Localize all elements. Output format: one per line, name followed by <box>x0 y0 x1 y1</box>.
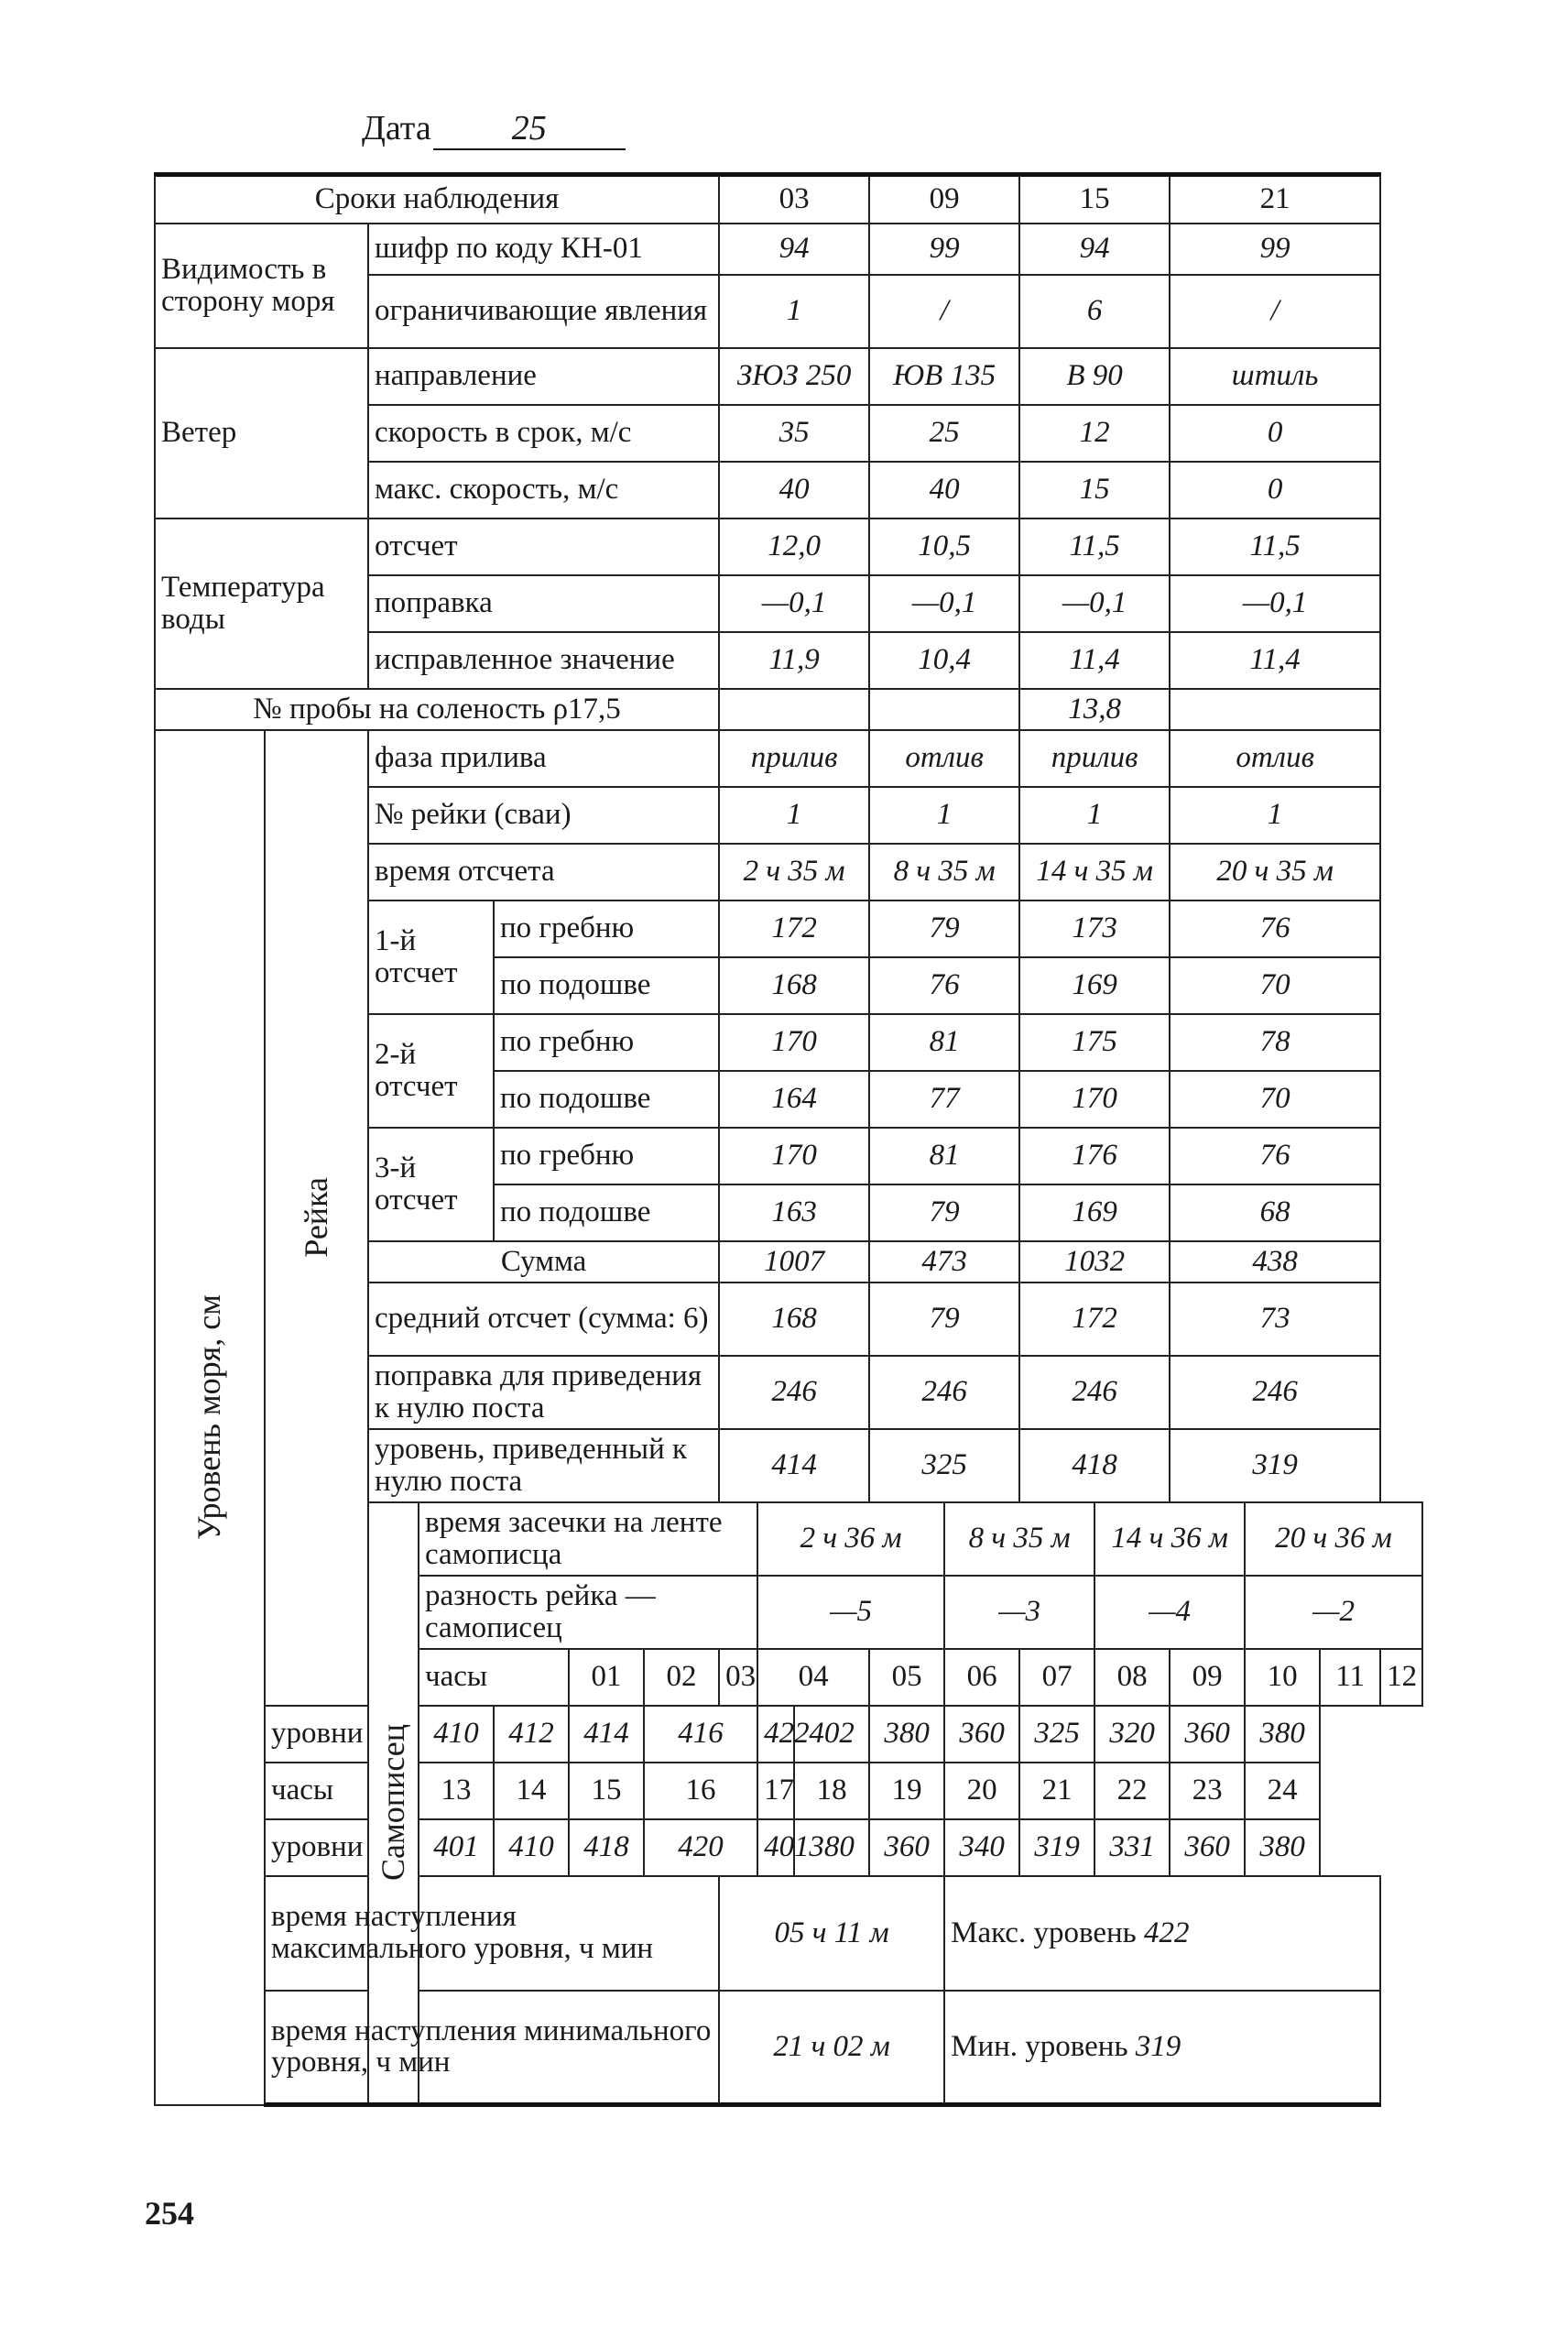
hourly-hour: 06 <box>944 1649 1019 1706</box>
value-cell: 11,4 <box>1170 632 1380 689</box>
row-label: направление <box>368 348 719 405</box>
value-cell: 1 <box>719 275 869 348</box>
extreme-level-cell <box>944 1991 1380 2105</box>
value-cell: 1007 <box>719 1241 869 1283</box>
staff-vertical-label: Рейка <box>297 1177 334 1258</box>
extreme-time-label: время наступления минимального уровня, ч мин <box>265 1991 719 2105</box>
value-cell: —2 <box>1245 1576 1422 1649</box>
hourly-hour: 15 <box>569 1763 644 1819</box>
value-cell: 20 ч 35 м <box>1170 844 1380 901</box>
extreme-time-value: 21 ч 02 м <box>719 1991 944 2105</box>
value-cell: 11,4 <box>1019 632 1170 689</box>
value-cell: 175 <box>1019 1014 1170 1071</box>
value-cell: 1 <box>869 787 1019 844</box>
hourly-hour: 11 <box>1320 1649 1380 1706</box>
value-cell: 169 <box>1019 1184 1170 1241</box>
extreme-level-cell <box>944 1876 1380 1991</box>
value-cell: 168 <box>719 957 869 1014</box>
value-cell: 173 <box>1019 901 1170 957</box>
row-label: отсчет <box>368 518 719 575</box>
value-cell: 14 ч 36 м <box>1094 1502 1245 1576</box>
value-cell: отлив <box>1170 730 1380 787</box>
hourly-hour: 03 <box>719 1649 757 1706</box>
group-label-visibility: Видимость в сторону моря <box>155 224 368 348</box>
hourly-row-label: часы <box>419 1649 569 1706</box>
group-label-wind: Ветер <box>155 348 368 518</box>
table-row <box>155 1876 1422 1991</box>
header-time: 09 <box>869 175 1019 224</box>
hourly-hour: 01 <box>569 1649 644 1706</box>
row-label: время отсчета <box>368 844 719 901</box>
value-cell: 0 <box>1170 462 1380 518</box>
value-cell: 40 <box>869 462 1019 518</box>
value-cell: 77 <box>869 1071 1019 1128</box>
row-label: поправка <box>368 575 719 632</box>
row-label: исправленное значение <box>368 632 719 689</box>
value-cell: 68 <box>1170 1184 1380 1241</box>
value-cell: 11,9 <box>719 632 869 689</box>
value-cell: —0,1 <box>869 575 1019 632</box>
value-cell: / <box>1170 275 1380 348</box>
row-label: разность рейка — самописец <box>419 1576 757 1649</box>
extreme-level-value: 422 <box>1143 1916 1190 1949</box>
hourly-level: 360 <box>1170 1819 1245 1876</box>
value-cell: 76 <box>1170 1128 1380 1184</box>
header-time: 15 <box>1019 175 1170 224</box>
value-cell: 35 <box>719 405 869 462</box>
value-cell: 1 <box>1019 787 1170 844</box>
value-cell: 11,5 <box>1019 518 1170 575</box>
value-cell: 12,0 <box>719 518 869 575</box>
hourly-level: 401 <box>419 1819 494 1876</box>
hourly-hour: 21 <box>1019 1763 1094 1819</box>
value-cell: 70 <box>1170 1071 1380 1128</box>
table-row <box>155 1819 1422 1876</box>
hourly-level: 422 <box>757 1706 794 1763</box>
header-time: 03 <box>719 175 869 224</box>
sea-level-vertical-label: Уровень моря, см <box>191 1294 228 1540</box>
value-cell: 40 <box>719 462 869 518</box>
hourly-level: 420 <box>644 1819 757 1876</box>
value-cell: 170 <box>719 1128 869 1184</box>
date-line <box>362 108 626 150</box>
hourly-hour: 05 <box>869 1649 944 1706</box>
hourly-level: 380 <box>869 1706 944 1763</box>
hourly-hour: 09 <box>1170 1649 1245 1706</box>
value-cell: 94 <box>1019 224 1170 275</box>
hourly-hour: 07 <box>1019 1649 1094 1706</box>
hourly-hour: 04 <box>757 1649 869 1706</box>
hourly-hour: 10 <box>1245 1649 1320 1706</box>
hourly-hour: 19 <box>869 1763 944 1819</box>
hourly-row-label: уровни <box>265 1706 419 1763</box>
value-cell: 246 <box>1170 1356 1380 1429</box>
table-row <box>155 1991 1422 2105</box>
row-label: уровень, приведенный к нулю поста <box>368 1429 719 1502</box>
value-cell: 11,5 <box>1170 518 1380 575</box>
value-cell: прилив <box>1019 730 1170 787</box>
value-cell: 319 <box>1170 1429 1380 1502</box>
table-row <box>155 689 1422 730</box>
value-cell: 10,4 <box>869 632 1019 689</box>
value-cell <box>869 689 1019 730</box>
observation-table <box>154 172 1423 2107</box>
value-cell: 170 <box>719 1014 869 1071</box>
hourly-hour: 16 <box>644 1763 757 1819</box>
value-cell: 438 <box>1170 1241 1380 1283</box>
value-cell: ЮВ 135 <box>869 348 1019 405</box>
hourly-level: 360 <box>869 1819 944 1876</box>
hourly-level: 380 <box>1245 1819 1320 1876</box>
hourly-level: 340 <box>944 1819 1019 1876</box>
table-row <box>155 518 1422 575</box>
value-cell: 246 <box>869 1356 1019 1429</box>
value-cell: 172 <box>1019 1283 1170 1356</box>
hourly-hour: 12 <box>1380 1649 1422 1706</box>
hourly-hour: 14 <box>494 1763 569 1819</box>
value-cell: 78 <box>1170 1014 1380 1071</box>
value-cell: 325 <box>869 1429 1019 1502</box>
value-cell: 79 <box>869 1184 1019 1241</box>
value-cell: 15 <box>1019 462 1170 518</box>
row-label: макс. скорость, м/с <box>368 462 719 518</box>
reading-sub-label: по подошве <box>494 957 719 1014</box>
value-cell: —0,1 <box>1170 575 1380 632</box>
value-cell: 176 <box>1019 1128 1170 1184</box>
row-label: фаза прилива <box>368 730 719 787</box>
value-cell: В 90 <box>1019 348 1170 405</box>
hourly-level: 412 <box>494 1706 569 1763</box>
value-cell: 246 <box>1019 1356 1170 1429</box>
hourly-level: 418 <box>569 1819 644 1876</box>
salinity-label: № пробы на соленость ρ17,5 <box>155 689 719 730</box>
hourly-hour: 22 <box>1094 1763 1170 1819</box>
value-cell: 414 <box>719 1429 869 1502</box>
hourly-hour: 08 <box>1094 1649 1170 1706</box>
value-cell: 164 <box>719 1071 869 1128</box>
reading-sub-label: по подошве <box>494 1184 719 1241</box>
table-row <box>155 1763 1422 1819</box>
value-cell <box>1170 689 1380 730</box>
value-cell: 0 <box>1170 405 1380 462</box>
header-title: Сроки наблюдения <box>155 175 719 224</box>
hourly-level: 360 <box>1170 1706 1245 1763</box>
value-cell: 99 <box>869 224 1019 275</box>
reading-label: 2-й отсчет <box>368 1014 494 1128</box>
value-cell: ЗЮЗ 250 <box>719 348 869 405</box>
hourly-hour: 02 <box>644 1649 719 1706</box>
hourly-row-label: уровни <box>265 1819 419 1876</box>
hourly-level: 325 <box>1019 1706 1094 1763</box>
value-cell <box>719 689 869 730</box>
hourly-level: 360 <box>944 1706 1019 1763</box>
value-cell: 73 <box>1170 1283 1380 1356</box>
value-cell: 1032 <box>1019 1241 1170 1283</box>
extreme-level-label: Мин. уровень <box>951 2029 1128 2063</box>
value-cell: 76 <box>1170 901 1380 957</box>
row-label: шифр по коду КН-01 <box>368 224 719 275</box>
table-row <box>155 1706 1422 1763</box>
hourly-level: 410 <box>419 1706 494 1763</box>
value-cell: —3 <box>944 1576 1094 1649</box>
group-label-sea-level <box>155 730 265 2105</box>
value-cell: 70 <box>1170 957 1380 1014</box>
value-cell: 25 <box>869 405 1019 462</box>
value-cell: 13,8 <box>1019 689 1170 730</box>
reading-sub-label: по гребню <box>494 1128 719 1184</box>
value-cell: 168 <box>719 1283 869 1356</box>
row-label: время засечки на ленте самописца <box>419 1502 757 1576</box>
value-cell: 170 <box>1019 1071 1170 1128</box>
value-cell: 6 <box>1019 275 1170 348</box>
value-cell: 1 <box>1170 787 1380 844</box>
value-cell: 418 <box>1019 1429 1170 1502</box>
recorder-vertical-label: Самописец <box>374 1724 411 1882</box>
table-body <box>155 175 1422 2105</box>
hourly-level: 401 <box>757 1819 794 1876</box>
hourly-level: 320 <box>1094 1706 1170 1763</box>
value-cell: 81 <box>869 1014 1019 1071</box>
hourly-level: 380 <box>794 1819 869 1876</box>
page-number: 254 <box>145 2195 194 2232</box>
extreme-level-label: Макс. уровень <box>951 1916 1137 1949</box>
value-cell: —0,1 <box>1019 575 1170 632</box>
value-cell: 10,5 <box>869 518 1019 575</box>
row-label: средний отсчет (сумма: 6) <box>368 1283 719 1356</box>
value-cell: 169 <box>1019 957 1170 1014</box>
table-row <box>155 224 1422 275</box>
date-label: Дата <box>362 109 431 147</box>
value-cell: 2 ч 35 м <box>719 844 869 901</box>
hourly-level: 331 <box>1094 1819 1170 1876</box>
hourly-level: 416 <box>644 1706 757 1763</box>
value-cell: 79 <box>869 901 1019 957</box>
hourly-hour: 20 <box>944 1763 1019 1819</box>
date-value: 25 <box>433 108 626 150</box>
value-cell: 2 ч 36 м <box>757 1502 944 1576</box>
reading-sub-label: по гребню <box>494 901 719 957</box>
value-cell: 172 <box>719 901 869 957</box>
hourly-level: 414 <box>569 1706 644 1763</box>
value-cell: 99 <box>1170 224 1380 275</box>
value-cell: —5 <box>757 1576 944 1649</box>
row-label: № рейки (сваи) <box>368 787 719 844</box>
value-cell: —0,1 <box>719 575 869 632</box>
reading-label: 3-й отсчет <box>368 1128 494 1241</box>
hourly-row-label: часы <box>265 1763 419 1819</box>
value-cell: прилив <box>719 730 869 787</box>
table-row <box>155 348 1422 405</box>
value-cell: 12 <box>1019 405 1170 462</box>
value-cell: 163 <box>719 1184 869 1241</box>
value-cell: отлив <box>869 730 1019 787</box>
hourly-hour: 18 <box>794 1763 869 1819</box>
table-row <box>155 730 1422 787</box>
value-cell: 8 ч 35 м <box>944 1502 1094 1576</box>
header-time: 21 <box>1170 175 1380 224</box>
sum-label: Сумма <box>368 1241 719 1283</box>
reading-sub-label: по гребню <box>494 1014 719 1071</box>
hourly-level: 319 <box>1019 1819 1094 1876</box>
hourly-hour: 24 <box>1245 1763 1320 1819</box>
value-cell: 473 <box>869 1241 1019 1283</box>
value-cell: 76 <box>869 957 1019 1014</box>
value-cell: 246 <box>719 1356 869 1429</box>
value-cell: —4 <box>1094 1576 1245 1649</box>
hourly-hour: 23 <box>1170 1763 1245 1819</box>
hourly-hour: 17 <box>757 1763 794 1819</box>
value-cell: 14 ч 35 м <box>1019 844 1170 901</box>
hourly-level: 380 <box>1245 1706 1320 1763</box>
hourly-level: 402 <box>794 1706 869 1763</box>
extreme-time-label: время наступления максимального уровня, ч мин <box>265 1876 719 1991</box>
value-cell: 20 ч 36 м <box>1245 1502 1422 1576</box>
row-label: ограничивающие явления <box>368 275 719 348</box>
row-label: поправка для приведения к нулю поста <box>368 1356 719 1429</box>
value-cell: штиль <box>1170 348 1380 405</box>
group-label-water-temp: Температура воды <box>155 518 368 689</box>
extreme-level-value: 319 <box>1135 2029 1181 2063</box>
value-cell: 8 ч 35 м <box>869 844 1019 901</box>
hourly-hour: 13 <box>419 1763 494 1819</box>
value-cell: 79 <box>869 1283 1019 1356</box>
group-label-staff <box>265 730 368 1706</box>
value-cell: / <box>869 275 1019 348</box>
value-cell: 81 <box>869 1128 1019 1184</box>
reading-sub-label: по подошве <box>494 1071 719 1128</box>
reading-label: 1-й отсчет <box>368 901 494 1014</box>
extreme-time-value: 05 ч 11 м <box>719 1876 944 1991</box>
row-label: скорость в срок, м/с <box>368 405 719 462</box>
value-cell: 1 <box>719 787 869 844</box>
value-cell: 94 <box>719 224 869 275</box>
hourly-level: 410 <box>494 1819 569 1876</box>
